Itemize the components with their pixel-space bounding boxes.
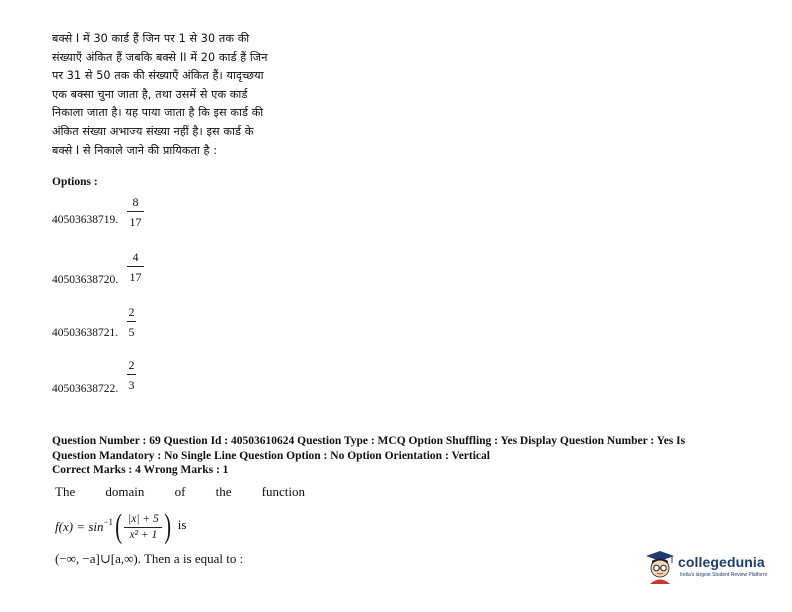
question-word: the <box>215 484 232 499</box>
options-label: Options : <box>52 176 98 188</box>
student-mascot-icon <box>642 548 678 584</box>
option-4-id: 40503638722. <box>52 383 119 395</box>
option-2-fraction <box>127 250 144 284</box>
formula-exponent: −1 <box>103 517 114 527</box>
hindi-line: बक्से I से निकाले जाने की प्रायिकता है : <box>52 143 218 157</box>
formula-denominator: x² + 1 <box>129 528 158 541</box>
option-1-denominator: 17 <box>129 215 142 229</box>
fraction-bar <box>127 374 136 375</box>
option-3-denominator: 5 <box>128 325 135 339</box>
option-3-id: 40503638721. <box>52 327 119 339</box>
question-metadata <box>52 434 752 478</box>
question-word: of <box>174 484 186 499</box>
right-paren: ) <box>164 508 172 545</box>
fraction-bar <box>127 211 144 212</box>
option-1-id: 40503638719. <box>52 214 119 226</box>
question-word: domain <box>105 484 145 499</box>
formula-lhs: f(x) = sin <box>55 519 104 534</box>
formula-tail: is <box>177 517 187 532</box>
metadata-line: Correct Marks : 4 Wrong Marks : 1 <box>52 464 229 476</box>
hindi-line: बक्से I में 30 कार्ड हैं जिन पर 1 से 30 तक की <box>52 32 250 45</box>
metadata-line: Question Mandatory : No Single Line Question Option : No Option Orientation : Vertical <box>52 449 490 462</box>
option-2-numerator: 4 <box>132 250 139 264</box>
interval-line: (−∞, −a]∪[a,∞). Then a is equal to : <box>55 551 244 566</box>
hindi-line: पर 31 से 50 तक की संख्याएँ अंकित हैं। यादृच्छया <box>52 69 264 83</box>
hindi-line: अंकित संख्या अभाज्य संख्या नहीं है। इस कार्ड के <box>52 124 254 138</box>
option-1-numerator: 8 <box>132 195 139 209</box>
option-2-denominator: 17 <box>129 270 142 284</box>
option-4-numerator: 2 <box>128 358 135 372</box>
hindi-line: संख्याएँ अंकित हैं जबकि बक्से II में 20 कार्ड हैं जिन <box>52 50 268 64</box>
hindi-line: एक बक्सा चुना जाता है, तथा उसमें से एक कार्ड <box>52 87 248 101</box>
formula-numerator: |x| + 5 <box>128 512 159 525</box>
hindi-question-text <box>52 30 302 160</box>
question-word: function <box>261 484 305 499</box>
option-1-fraction <box>127 195 144 229</box>
formula-fraction <box>124 513 162 542</box>
logo-brand-text: collegedunia <box>678 554 765 570</box>
question-word: The <box>55 484 76 499</box>
option-3-numerator: 2 <box>128 305 135 319</box>
option-4-fraction <box>127 358 136 392</box>
metadata-line: Question Number : 69 Question Id : 40503610624 Question Type : MCQ Option Shuffling : Yes Display Question Number : Yes Is <box>52 435 686 447</box>
question-text-line <box>55 484 305 500</box>
left-paren: ( <box>115 508 123 545</box>
option-2-id: 40503638720. <box>52 274 119 286</box>
fraction-bar <box>124 527 162 528</box>
option-3-fraction <box>127 305 136 339</box>
logo-tagline: India's largest Student Review Platform <box>680 572 768 578</box>
function-formula <box>55 507 186 547</box>
fraction-bar <box>127 266 144 267</box>
collegedunia-logo <box>640 548 780 584</box>
option-4-denominator: 3 <box>128 378 135 392</box>
fraction-bar <box>127 321 136 322</box>
hindi-line: निकाला जाता है। यह पाया जाता है कि इस कार्ड की <box>52 106 264 120</box>
